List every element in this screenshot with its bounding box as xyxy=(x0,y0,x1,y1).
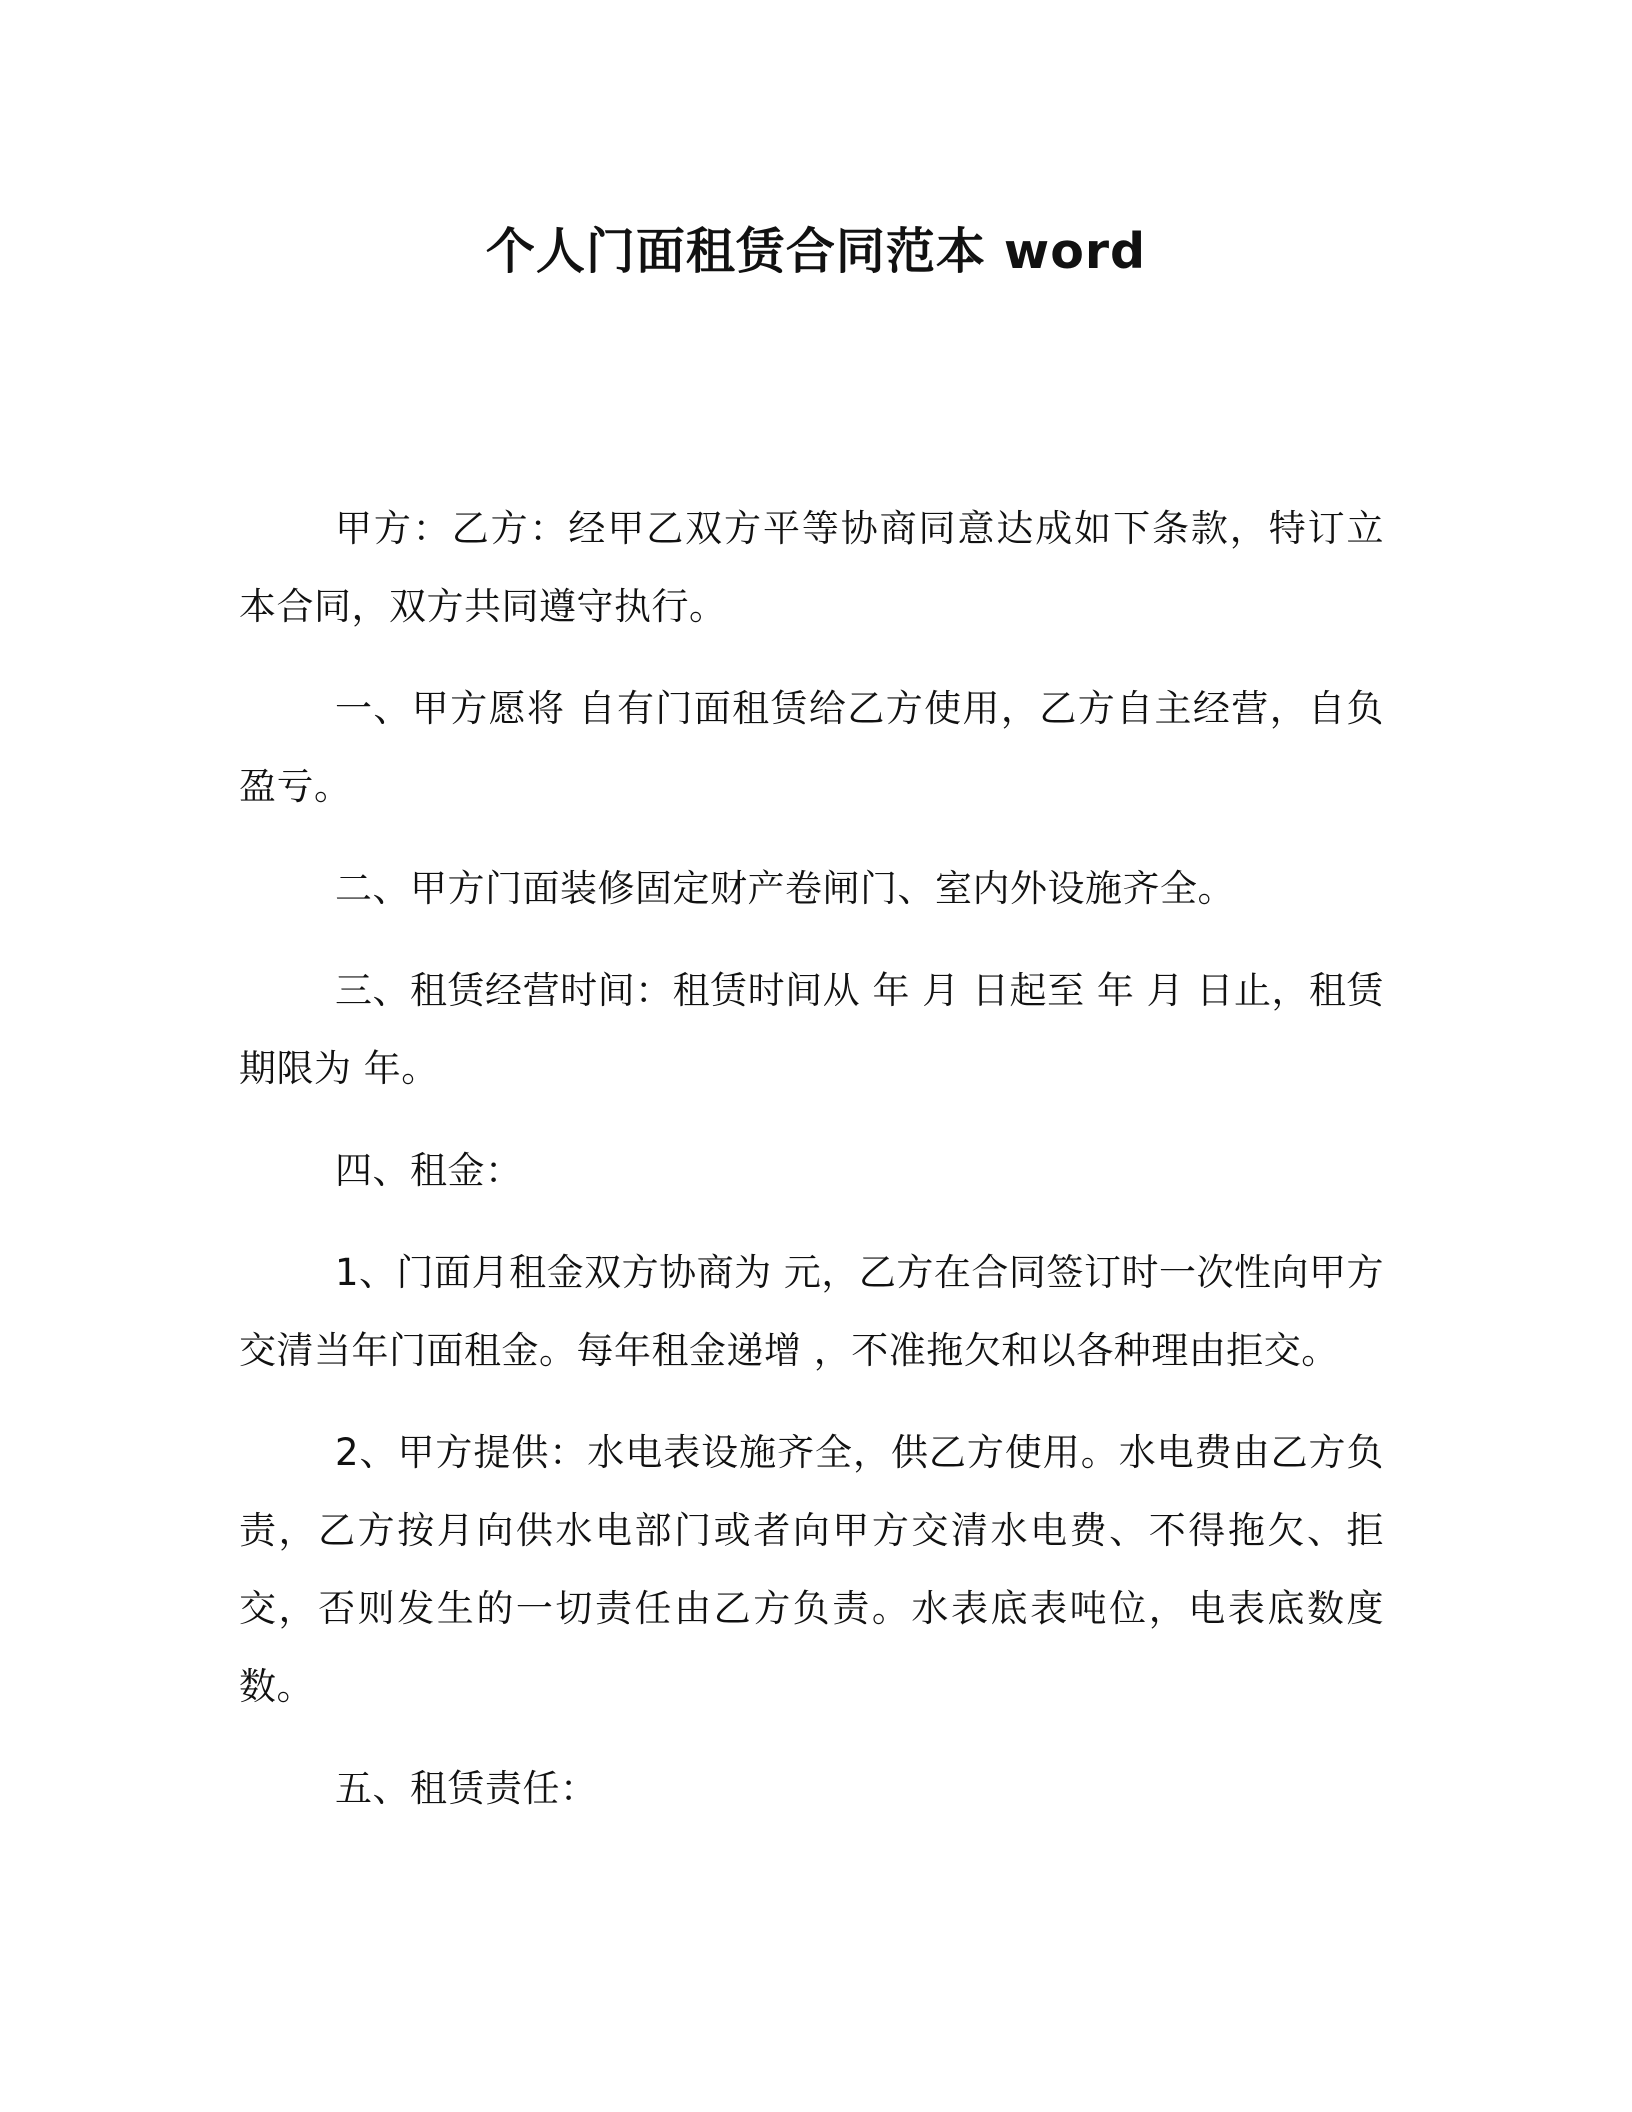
paragraph-clause-3: 三、租赁经营时间：租赁时间从 年 月 日起至 年 月 日止，租赁期限为 年。 xyxy=(239,969,1384,1090)
paragraph-clause-4-item-1: 1、门面月租金双方协商为 元，乙方在合同签订时一次性向甲方交清当年门面租金。每年租金递增 ，不准拖欠和以各种理由拒交。 xyxy=(239,1251,1384,1372)
document-body xyxy=(239,490,1384,1852)
paragraph-clause-4-heading: 四、租金： xyxy=(335,1149,523,1192)
paragraph-clause-2: 二、甲方门面装修固定财产卷闸门、室内外设施齐全。 xyxy=(335,867,1235,910)
paragraph-clause-4-item-2: 2、甲方提供：水电表设施齐全，供乙方使用。水电费由乙方负责，乙方按月向供水电部门或者向甲方交清水电费、不得拖欠、拒交，否则发生的一切责任由乙方负责。水表底表吨位，电表底数度数。 xyxy=(239,1431,1384,1708)
paragraph-clause-1: 一、甲方愿将 自有门面租赁给乙方使用，乙方自主经营，自负盈亏。 xyxy=(239,687,1384,808)
paragraph-parties: 甲方：乙方：经甲乙双方平等协商同意达成如下条款，特订立本合同，双方共同遵守执行。 xyxy=(239,507,1384,628)
document-title: 个人门面租赁合同范本 word xyxy=(485,223,1147,280)
paragraph-clause-5-heading: 五、租赁责任： xyxy=(335,1767,598,1810)
